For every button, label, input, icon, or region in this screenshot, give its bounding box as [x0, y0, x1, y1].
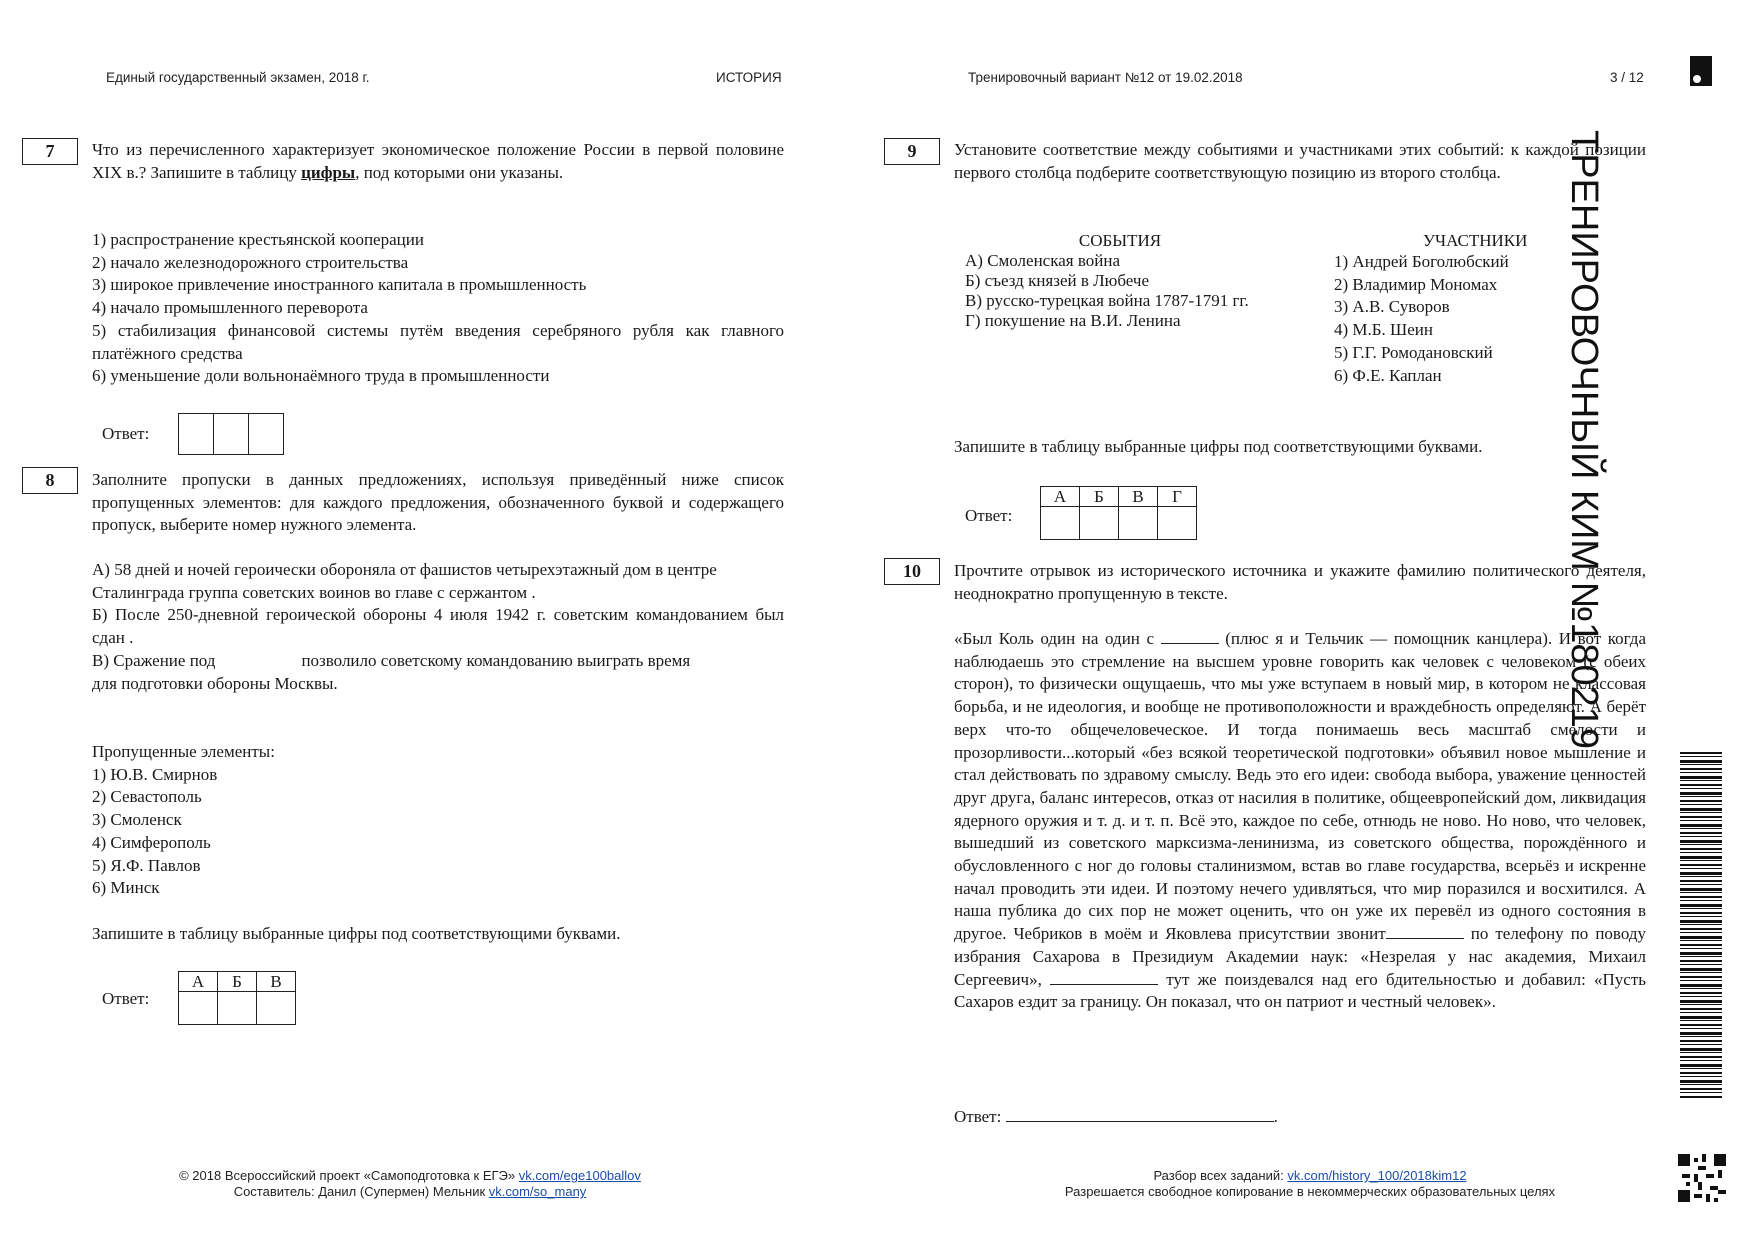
- q8-sentence-v-cont: для подготовки обороны Москвы.: [92, 673, 338, 693]
- q8-element: 5) Я.Ф. Павлов: [92, 855, 201, 875]
- q8-element: 4) Симферополь: [92, 832, 211, 852]
- q10-answer-end: .: [1273, 1107, 1278, 1126]
- q9-answer-label: Ответ:: [965, 506, 1013, 525]
- q8-sentence-a: А) 58 дней и ночей героически обороняла от фашистов четырехэтажный дом в центре: [92, 560, 717, 579]
- q7-option: 6) уменьшение доли вольнонаёмного труда в промышленности: [92, 366, 550, 386]
- q7-answer-cell[interactable]: [249, 414, 284, 455]
- q8-text: Заполните пропуски в данных предложениях, используя приведённый ниже список пропущенных элементов: для каждого предложения, обозначенного буквой и содержащего пропуск, выберите номер нужного элемента.: [92, 470, 784, 535]
- q8-sentence-v: [92, 650, 784, 673]
- q9-instruction: Запишите в таблицу выбранные цифры под соответствующими буквами.: [954, 437, 1483, 456]
- q9-answer-cell[interactable]: [1080, 507, 1119, 540]
- footer-right-link1[interactable]: vk.com/history_100/2018kim12: [1287, 1168, 1467, 1183]
- q7-answer-label: Ответ:: [102, 424, 150, 443]
- q8-instruction: Запишите в таблицу выбранные цифры под соответствующими буквами.: [92, 924, 621, 943]
- header-exam: Единый государственный экзамен, 2018 г.: [106, 70, 370, 85]
- q8-header-b: Б: [218, 972, 257, 992]
- barcode-icon: [1680, 752, 1722, 1098]
- q8-sentence-v-start: В) Сражение под: [92, 650, 216, 670]
- footer-right-line1: Разбор всех заданий:: [1153, 1168, 1284, 1183]
- q9-answer-cell[interactable]: [1158, 507, 1197, 540]
- q8-element: 2) Севастополь: [92, 787, 202, 807]
- q7-text-bold: цифры: [301, 162, 356, 182]
- footer-right: [1000, 1168, 1620, 1200]
- q10-number-box: 10: [884, 558, 940, 585]
- q9-header-g: Г: [1158, 487, 1197, 507]
- q8-sentence-b: Б) После 250-дневной героической обороны 4 июля 1942 г. советским командованием был сдан .: [92, 605, 784, 648]
- logo-icon: [1690, 56, 1712, 86]
- qr-code-icon: [1678, 1154, 1726, 1202]
- q9-participant: 6) Ф.Е. Каплан: [1334, 365, 1442, 385]
- q8-header-a: А: [179, 972, 218, 992]
- q9-participants: [1334, 231, 1634, 387]
- q7-option: 5) стабилизация финансовой системы путём введения серебряного рубля как главного платёжного средства: [92, 320, 784, 363]
- footer-left-link1[interactable]: vk.com/ege100ballov: [518, 1168, 641, 1183]
- side-title: ТРЕНИРОВОЧНЫЙ КИМ №180219: [1563, 130, 1605, 750]
- q10-quote-part2: (плюс я и Тельчик — помощник канцлера). И вот когда наблюдаешь это стремление на высшем уровне говорить как человек с человеком (с обеих сторон), то физически ощущаешь, что мы уже вступаем в новый мир, в котором не классовая борьба, и не идеология, и вообще не противоположности и враждебность определяют. А берёт верх что-то общечеловеческое. И тогда понимаешь весь масштаб смелости и прозорливости...который «без всякой теоретической подготовки» объявил новое мышление и стал действовать по здравому смыслу. Ведь это его идеи: свобода выбора, уважение ценностей друг друга, баланс интересов, отказ от насилия в политике, общеевропейский дом, ликвидация ядерного оружия и т. д. и т. п. Всё это, каждое по себе, отнюдь не ново. Но ново, что человек, вышедший из советского марксизма-ленинизма, из советского общества, порождённого и обусловленного с ног до головы сталинизмом, встав во главе государства, всерьёз и искренне начал проводить эти идеи. И поэтому нечего удивляться, что мир поразился и восхитился. А наша публика до сих пор не может оценить, что он уже их перевёл из одного состояния в другое. Чебриков в моём и Яковлева присутствии звонит: [954, 629, 1646, 944]
- q10-blank: [1161, 643, 1219, 644]
- footer-left: [150, 1168, 670, 1200]
- q8-element: 6) Минск: [92, 878, 160, 898]
- q9-event: Б) съезд князей в Любече: [965, 271, 1150, 290]
- q9-number-box: 9: [884, 138, 940, 165]
- q8-answer-label: Ответ:: [102, 989, 150, 1008]
- q8-sentence-a-cont: Сталинграда группа советских воинов во главе с сержантом .: [92, 582, 536, 602]
- q9-answer-cell[interactable]: [1119, 507, 1158, 540]
- q7-option: 1) распространение крестьянской кооперации: [92, 230, 424, 249]
- header-subject: ИСТОРИЯ: [716, 70, 782, 85]
- footer-left-line2: Составитель: Данил (Супермен) Мельник: [233, 1184, 486, 1199]
- header-variant: Тренировочный вариант №12 от 19.02.2018: [968, 70, 1243, 85]
- q8-sentences: [92, 559, 784, 695]
- q9-participant: 1) Андрей Боголюбский: [1334, 252, 1509, 271]
- q8-element: 1) Ю.В. Смирнов: [92, 764, 218, 784]
- q8-answer-cell[interactable]: [218, 992, 257, 1025]
- q9-answer-table: [1040, 486, 1197, 540]
- q8-elements: [92, 741, 784, 900]
- q10-answer-line[interactable]: [1006, 1105, 1274, 1122]
- q7-text-before: Что из перечисленного характеризует экономическое положение России в первой половине XIX в.? Запишите в таблицу: [92, 140, 784, 182]
- q7-option: 4) начало промышленного переворота: [92, 298, 368, 318]
- q8-answer-table: [178, 971, 296, 1025]
- q7-answer-table: [178, 413, 284, 455]
- q9-events: [965, 231, 1305, 331]
- q8-sentence-v-end: позволило советскому командованию выиграть время: [301, 650, 691, 670]
- q10-quote-part3: по телефону по поводу избрания Сахарова в Президиум Академии наук: «Незрелая у нас академия, Михаил Сергеевич»,: [954, 924, 1647, 989]
- q10-blank: [1050, 984, 1158, 985]
- header-page: 3 / 12: [1610, 70, 1644, 85]
- q9-header-b: Б: [1080, 487, 1119, 507]
- q8-element: 3) Смоленск: [92, 810, 182, 830]
- q9-header-a: А: [1041, 487, 1080, 507]
- q10-quote-part4: тут же поиздевался над его бдительностью и добавил: «Пусть Сахаров ездит за границу. Он показал, что он патриот и честный человек».: [954, 969, 1646, 1012]
- q7-options: [92, 229, 784, 388]
- q9-events-title: СОБЫТИЯ: [1078, 231, 1162, 250]
- q9-event: Г) покушение на В.И. Ленина: [965, 311, 1181, 330]
- q8-header-v: В: [257, 972, 296, 992]
- q9-event: В) русско-турецкая война 1787-1791 гг.: [965, 291, 1249, 310]
- footer-left-link2[interactable]: vk.com/so_many: [488, 1184, 587, 1199]
- q9-participant: 4) М.Б. Шеин: [1334, 320, 1433, 340]
- q8-elements-title: Пропущенные элементы:: [92, 742, 275, 761]
- q8-answer-cell[interactable]: [257, 992, 296, 1025]
- q9-event: А) Смоленская война: [965, 251, 1121, 270]
- q9-text: Установите соответствие между событиями и участниками этих событий: к каждой позиции первого столбца подберите соответствующую позицию из второго столбца.: [954, 140, 1646, 182]
- q9-participant: 3) А.В. Суворов: [1334, 297, 1450, 317]
- q7-option: 3) широкое привлечение иностранного капитала в промышленность: [92, 275, 587, 295]
- footer-left-line1: © 2018 Всероссийский проект «Самоподготовка к ЕГЭ»: [179, 1168, 516, 1183]
- q7-answer-cell[interactable]: [179, 414, 214, 455]
- q10-text: Прочтите отрывок из исторического источника и укажите фамилию политического деятеля, неоднократно пропущенную в тексте.: [954, 561, 1646, 603]
- q10-quote-part1: «Был Коль один на один с: [954, 629, 1155, 648]
- q10-answer: [954, 1105, 1654, 1129]
- q7-text-after: , под которыми они указаны.: [355, 162, 564, 182]
- q9-header-v: В: [1119, 487, 1158, 507]
- q9-participant: 2) Владимир Мономах: [1334, 274, 1498, 294]
- q7-number-box: 7: [22, 138, 78, 165]
- q10-blank: [1386, 938, 1464, 939]
- q7-text: [92, 139, 784, 184]
- footer-right-line2: Разрешается свободное копирование в некоммерческих образовательных целях: [1064, 1184, 1556, 1199]
- q7-option: 2) начало железнодорожного строительства: [92, 252, 409, 272]
- q10-quote: [954, 628, 1646, 1014]
- q8-number-box: 8: [22, 467, 78, 494]
- q7-answer-cell[interactable]: [214, 414, 249, 455]
- q9-participants-title: УЧАСТНИКИ: [1423, 231, 1528, 250]
- q10-answer-label: Ответ:: [954, 1107, 1002, 1126]
- q9-answer-cell[interactable]: [1041, 507, 1080, 540]
- q8-answer-cell[interactable]: [179, 992, 218, 1025]
- q9-participant: 5) Г.Г. Ромодановский: [1334, 342, 1493, 362]
